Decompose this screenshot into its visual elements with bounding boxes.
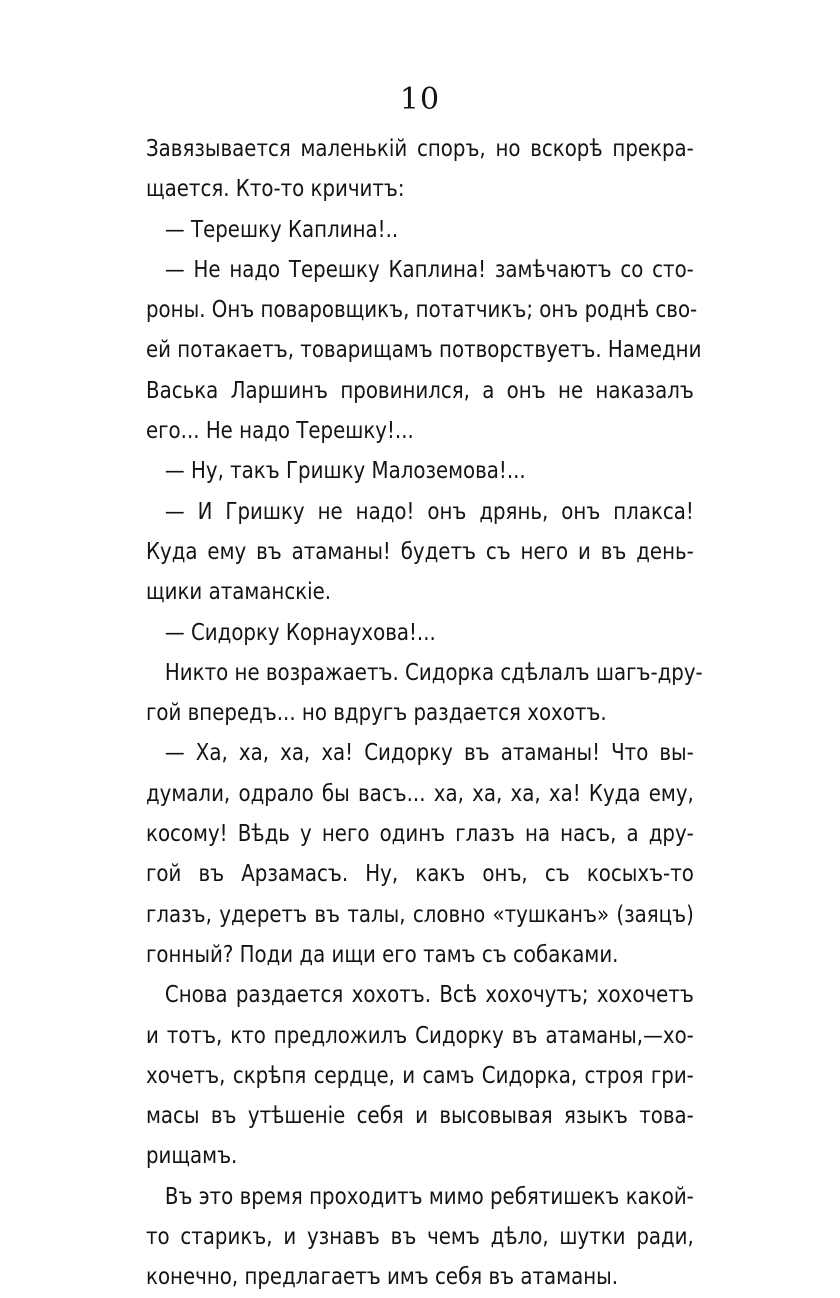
text-line: — Терешку Каплина!.. <box>164 216 399 243</box>
text-line: Васька Ларшинъ провинился, а онъ не наказалъ <box>146 377 694 404</box>
text-line: ей потакаетъ, товарищамъ потворствуетъ. Намедни <box>146 337 702 364</box>
text-line: Завязывается маленькій споръ, но вскорѣ прекра- <box>146 136 694 162</box>
text-line: Въ это время проходитъ мимо ребятишекъ какой- <box>164 1183 694 1210</box>
page-number: 10 <box>399 82 441 117</box>
text-line: Куда ему въ атаманы! будетъ съ него и въ день- <box>146 538 694 565</box>
text-line: косому! Вѣдь у него одинъ глазъ на насъ, а дру- <box>146 821 694 848</box>
text-line: — Ха, ха, ха, ха! Сидорку въ атаманы! Что вы- <box>164 740 694 767</box>
text-line: — Ну, такъ Гришку Малоземова!... <box>164 458 526 485</box>
text-line: гой въ Арзамасъ. Ну, какъ онъ, съ косыхъ-то <box>146 861 694 888</box>
text-line: щается. Кто-то кричитъ: <box>146 176 405 203</box>
text-line: — Сидорку Корнаухова!... <box>164 619 436 646</box>
text-line: Снова раздается хохотъ. Всѣ хохочутъ; хохочетъ <box>164 982 694 1009</box>
text-line: щики атаманскіе. <box>146 579 332 606</box>
text-line: рищамъ. <box>146 1143 238 1170</box>
text-line: думали, одрало бы васъ... ха, ха, ха, ха! Куда ему, <box>146 780 694 807</box>
text-line: гонный? Поди да ищи его тамъ съ собаками. <box>146 941 619 968</box>
text-line: глазъ, удеретъ въ талы, словно «тушканъ» (заяцъ) <box>146 901 694 928</box>
text-line: роны. Онъ поваровщикъ, потатчикъ; онъ роднѣ сво- <box>146 297 698 324</box>
text-line: масы въ утѣшеніе себя и высовывая языкъ това- <box>146 1103 694 1130</box>
text-line: то старикъ, и узнавъ въ чемъ дѣло, шутки ради, <box>146 1224 694 1251</box>
text-line: его... Не надо Терешку!... <box>146 418 414 445</box>
text-line: — И Гришку не надо! онъ дрянь, онъ плакса! <box>164 498 694 525</box>
text-line: гой впередъ... но вдругъ раздается хохотъ. <box>146 700 607 727</box>
text-line: и тотъ, кто предложилъ Сидорку въ атаманы,—хо- <box>146 1022 694 1049</box>
body-text <box>146 129 703 1298</box>
text-line: конечно, предлагаетъ имъ себя въ атаманы. <box>146 1264 619 1291</box>
text-line: Никто не возражаетъ. Сидорка сдѣлалъ шагъ-дру- <box>164 659 703 686</box>
text-line: хочетъ, скрѣпя сердце, и самъ Сидорка, строя гри- <box>146 1062 694 1089</box>
text-line: — Не надо Терешку Каплина! замѣчаютъ со сто- <box>164 256 694 283</box>
